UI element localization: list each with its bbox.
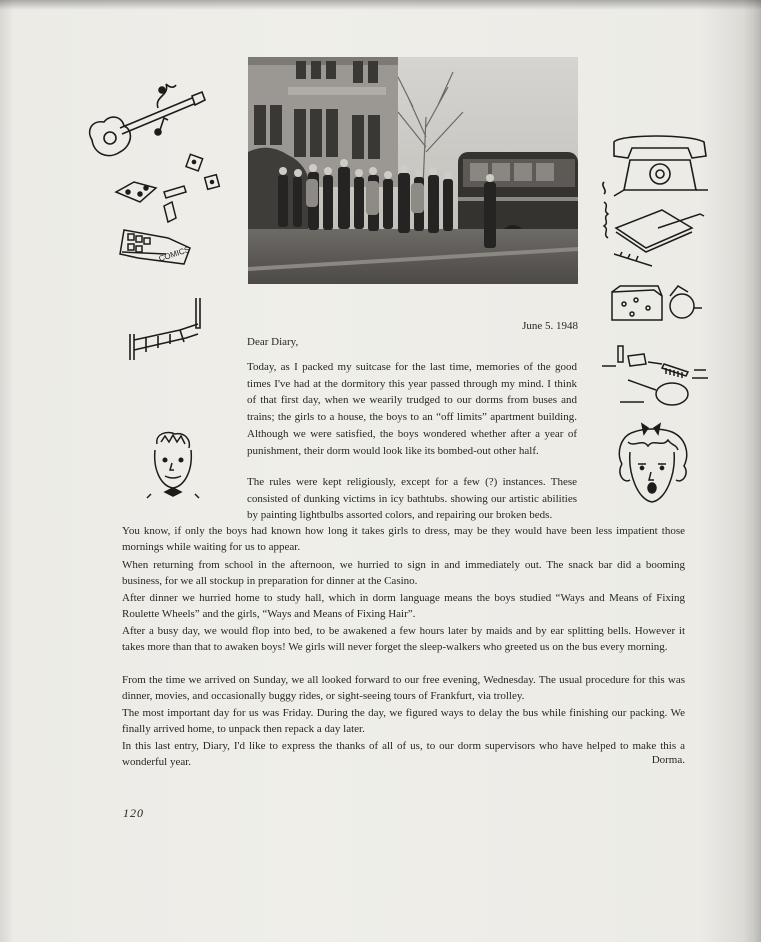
- body-paragraph: You know, if only the boys had known how long it takes girls to dress, may be they would have been less impatient those mornings while waiting for us to appear.: [122, 525, 685, 554]
- comics-label: COMICS: [157, 244, 191, 264]
- girl-face-icon: [614, 424, 692, 506]
- snack-box-icon: [606, 282, 702, 324]
- body-paragraph: From the time we arrived on Sunday, we all looked forward to our free evening, Wednesday. The usual procedure for this was dinner, movies, and occasionally buggy rides, or sight-seeing tours of Frankfurt, via trolley.: [122, 674, 685, 703]
- column-paragraph: Today, as I packed my suitcase for the last time, memories of the good times I've had at the dormitory this year passed through my mind. I think of that first day, when we wearily trudged to our dorms from buses and trains; the girls to a house, the boys to an “off limits” apartment building. Although we were satisfied, the boys wondered whether after a year of punishment, their dorm would look like its bombed-out other half.: [247, 361, 577, 457]
- column-paragraph: The rules were kept religiously, except for a few (?) instances. These consisted of dunking victims in icy bathtubs. showing our artistic abilities by painting lightbulbs assorted colors, and repairing our broken beds.: [247, 476, 577, 522]
- hairbrush-icon: [600, 344, 712, 410]
- body-paragraph: After dinner we hurried home to study hall, which in dorm language means the boys studied “Ways and Means of Fixing Roulette Wheels” and the girls, “Ways and Means of Fixing Hair”.: [122, 592, 685, 621]
- comics-icon: [118, 224, 198, 270]
- letter-date: June 5. 1948: [522, 320, 578, 332]
- signature: Dorma.: [651, 754, 685, 766]
- page-top-shadow: [0, 0, 761, 10]
- closing-paragraph: In this last entry, Diary, I'd like to express the thanks of all of us, to our dorm supervisors who have helped to make this a wonderful year.: [122, 740, 685, 769]
- dormitory-photo: [248, 57, 578, 284]
- body-paragraph: When returning from school in the afternoon, we hurried to sign in and immediately out. The snack bar did a booming business, for we all stockup in preparation for dinner at the Casino.: [122, 559, 685, 588]
- page-right-edge: [743, 0, 761, 942]
- bed-icon: [126, 294, 208, 364]
- dice-icon: [110, 152, 225, 224]
- body-paragraph: After a busy day, we would flop into bed, to be awakened a few hours later by maids and by ear splitting bells. However it takes more than that to awaken boys! We girls will never forget the sleep-walkers who greeted us on the bus every morning.: [122, 625, 685, 654]
- body-paragraph: The most important day for us was Friday. During the day, we figured ways to delay the bus while finishing our packing. We finally arrived home, to unpack then repack a day later.: [122, 707, 685, 736]
- page-number: 120: [123, 806, 144, 820]
- telephone-icon: [600, 134, 712, 198]
- dormitory-photo-image: [248, 57, 578, 284]
- letter-salutation: Dear Diary,: [247, 336, 299, 348]
- boy-face-icon: [145, 430, 201, 502]
- notebook-icon: [600, 196, 710, 268]
